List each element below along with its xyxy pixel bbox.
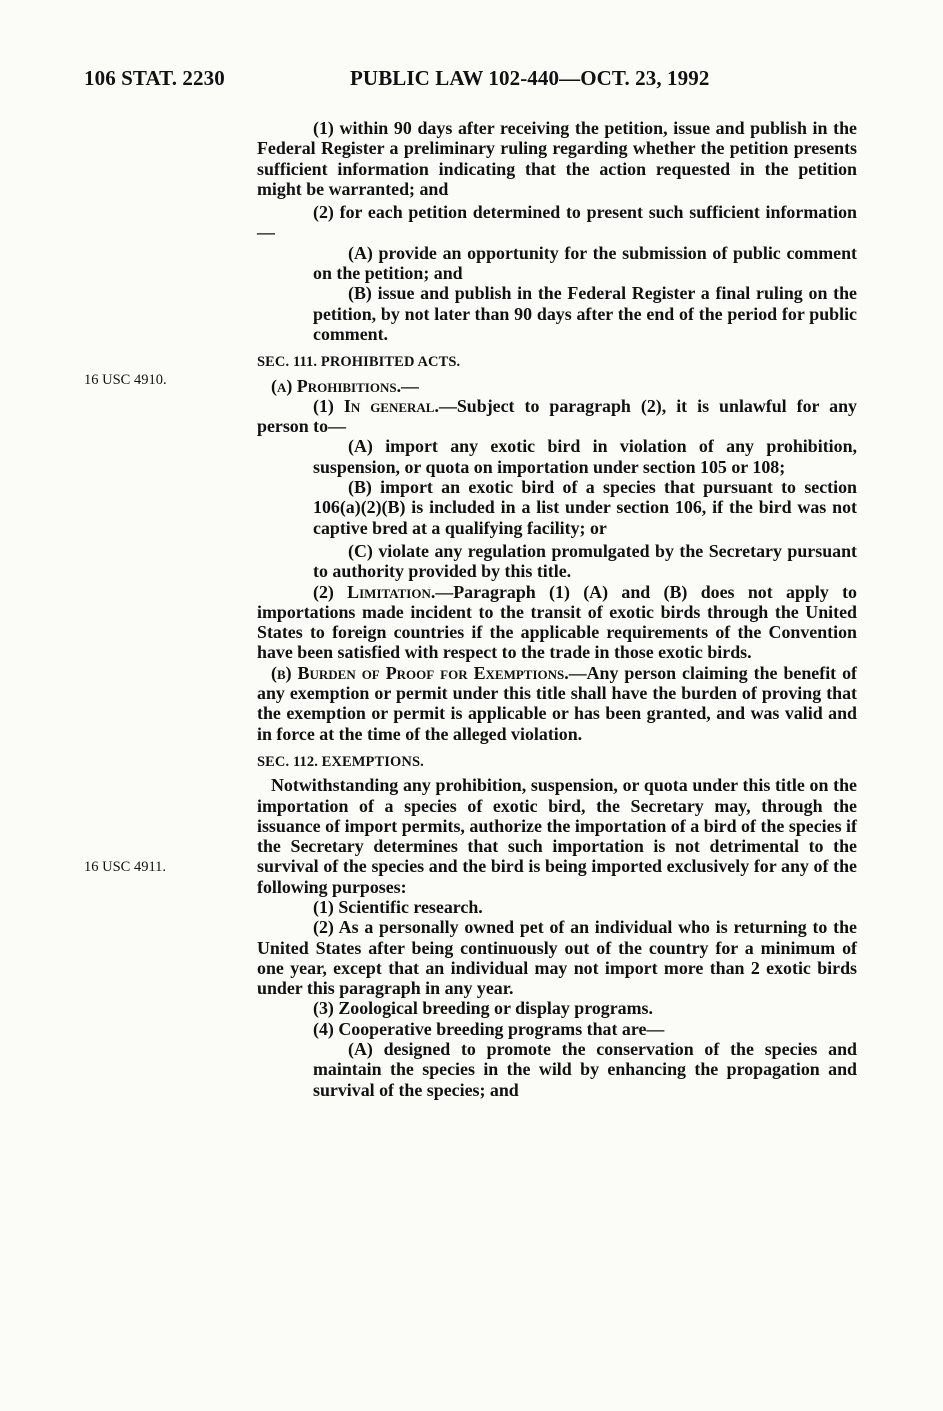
paragraph: (C) violate any regulation promulgated by the Secretary pursuant to authority provided by this title. (313, 540, 857, 582)
paragraph: (B) issue and publish in the Federal Register a final ruling on the petition, by not later than 90 days after the end of the period for public comment. (313, 283, 857, 344)
usc-note-sec111: 16 USC 4910. (84, 372, 167, 388)
paragraph-text: —Any person claiming the benefit of any exemption or permit under this title shall have the burden of proving that the exemption or permit is applicable or has been granted, and was valid and in force at the time of the alleged violation. (257, 662, 857, 744)
paragraph: (2) As a personally owned pet of an individual who is returning to the United States after being continuously out of the country for a minimum of one year, except that an individual may not import more than 2 exotic birds under this paragraph in any year. (257, 917, 857, 999)
paragraph: (4) Cooperative breeding programs that are— (313, 1018, 665, 1039)
paragraph: (1) Scientific research. (313, 896, 483, 917)
paragraph: (1) within 90 days after receiving the petition, issue and publish in the Federal Register a preliminary ruling regarding whether the petition presents sufficient information indicating that the action requested in the petition might be warranted; and (257, 118, 857, 199)
subsection-caption: (b) Burden of Proof for Exemptions. (271, 662, 569, 683)
paragraph-caption: (1) In general. (313, 395, 439, 416)
paragraph (257, 775, 857, 897)
paragraph: (B) import an exotic bird of a species that pursuant to section 106(a)(2)(B) is included in a list under section 106, if the bird was not captive bred at a qualifying facility; or (313, 477, 857, 538)
paragraph: (2) for each petition determined to present such sufficient information— (257, 202, 857, 243)
paragraph: (A) designed to promote the conservation of the species and maintain the species in the wild by enhancing the propagation and survival of the species; and (313, 1039, 857, 1100)
paragraph: (A) provide an opportunity for the submission of public comment on the petition; and (313, 242, 857, 284)
paragraph-text: —Subject to paragraph (2), it is unlawful for any person to— (257, 395, 857, 437)
paragraph (257, 663, 857, 744)
paragraph-text: Notwithstanding any prohibition, suspension, or quota under this title on the importation of a species of exotic bird, the Secretary may, through the issuance of import permits, authorize the importation of a bird of the species if the Secretary determines that such importation is not detrimental to the survival of the species and the bird is being imported exclusively for any of the following purposes: (257, 775, 857, 897)
section-heading-111: SEC. 111. PROHIBITED ACTS. (257, 354, 461, 371)
section-heading-112: SEC. 112. EXEMPTIONS. (257, 753, 424, 770)
subsection-heading (257, 376, 857, 396)
usc-note-sec112: 16 USC 4911. (84, 859, 167, 875)
page-citation: 106 STAT. 2230 (84, 66, 225, 90)
paragraph: (A) import any exotic bird in violation of any prohibition, suspension, or quota on importation under section 105 or 108; (313, 436, 857, 477)
paragraph-text: —Paragraph (1) (A) and (B) does not apply to importations made incident to the transit of exotic birds through the United States to foreign countries if the applicable requirements of the Convention have been satisfied with respect to the trade in those exotic birds. (257, 581, 857, 663)
paragraph (257, 396, 857, 437)
running-head: PUBLIC LAW 102-440—OCT. 23, 1992 (350, 66, 710, 90)
document-body (257, 118, 857, 1100)
subsection-caption: (a) Prohibitions.— (271, 375, 419, 396)
paragraph-caption: (2) Limitation. (313, 581, 436, 602)
paragraph (257, 582, 857, 663)
paragraph: (3) Zoological breeding or display programs. (313, 998, 653, 1019)
